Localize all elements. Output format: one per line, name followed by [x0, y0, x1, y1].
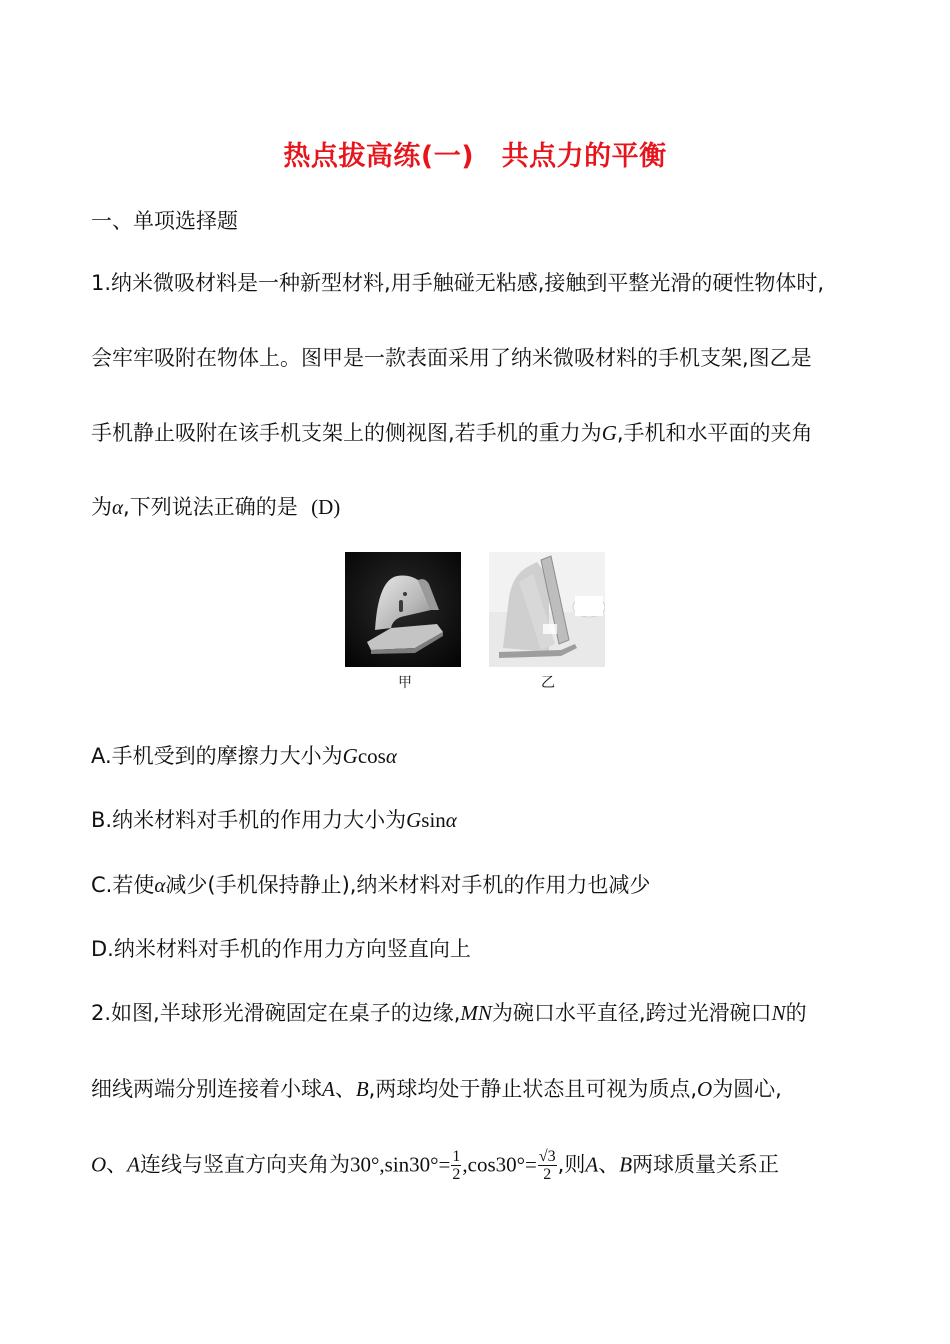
q1-line-1: 1.纳米微吸材料是一种新型材料,用手触碰无粘感,接触到平整光滑的硬性物体时,	[91, 271, 825, 295]
q2-line-1: 2.如图,半球形光滑碗固定在桌子的边缘,MN为碗口水平直径,跨过光滑碗口N的	[91, 1001, 807, 1025]
figure-label-yi: 乙	[541, 675, 555, 691]
q1-line-3: 手机静止吸附在该手机支架上的侧视图,若手机的重力为G,手机和水平面的夹角	[91, 421, 813, 445]
option-d: D.纳米材料对手机的作用力方向竖直向上	[91, 937, 471, 961]
q1-answer: (D)	[311, 495, 341, 519]
q1-line-2: 会牢牢吸附在物体上。图甲是一款表面采用了纳米微吸材料的手机支架,图乙是	[91, 346, 812, 370]
option-b: B.纳米材料对手机的作用力大小为Gsinα	[91, 808, 457, 832]
q2-line-2: 细线两端分别连接着小球A、B,两球均处于静止状态且可视为质点,O为圆心,	[91, 1077, 782, 1101]
option-c: C.若使α减少(手机保持静止),纳米材料对手机的作用力也减少	[91, 873, 651, 897]
q1-line-4: 为α,下列说法正确的是 (D)	[91, 495, 341, 519]
phone-stand-photo	[345, 552, 461, 667]
page-title: 热点拔高练(一) 共点力的平衡	[283, 141, 667, 172]
q2-line-3: O、A连线与竖直方向夹角为30°,sin30°= $\frac{1}{2}$ ,cos30°= $\frac{√3}{2}$ ,则A、B两球质量关系正	[91, 1148, 780, 1183]
fraction-root3-over-2: $\frac{√3}{2}$	[538, 1148, 556, 1183]
phone-on-stand-photo	[489, 552, 605, 667]
fraction-one-half: $\frac{1}{2}$	[452, 1148, 461, 1183]
figure-label-jia: 甲	[398, 675, 412, 691]
section-heading: 一、单项选择题	[91, 209, 238, 233]
option-a: A.手机受到的摩擦力大小为Gcosα	[91, 744, 397, 768]
